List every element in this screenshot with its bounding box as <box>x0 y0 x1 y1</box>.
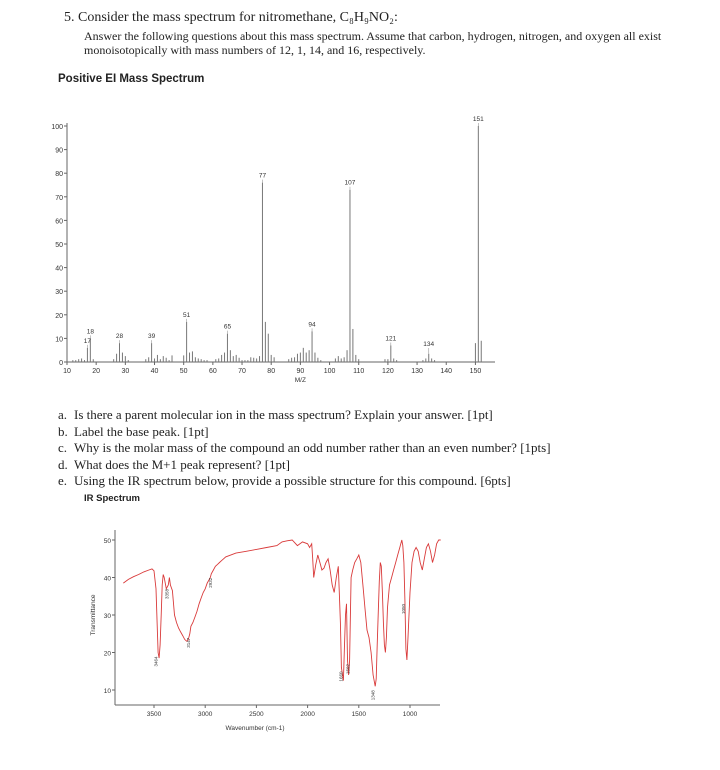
y-tick-label: 30 <box>55 289 63 297</box>
x-axis-label: M/Z <box>294 377 306 384</box>
x-tick-label: 140 <box>440 368 453 375</box>
x-tick-label: 150 <box>469 368 482 375</box>
x-tick-label: 2000 <box>300 711 315 718</box>
sub-questions-list <box>58 407 551 490</box>
x-tick-label: 100 <box>323 368 336 375</box>
peak-label: 51 <box>182 311 191 319</box>
ir-spectrum-line <box>123 540 440 686</box>
sub-question-letter: c. <box>58 440 68 455</box>
sub-question <box>58 473 551 490</box>
x-tick-label: 50 <box>179 368 188 375</box>
sub-question-text: Label the base peak. [1pt] <box>74 423 209 439</box>
x-tick-label: 30 <box>121 368 130 375</box>
x-tick-label: 10 <box>63 368 71 375</box>
x-tick-label: 3500 <box>146 711 162 718</box>
sub-question-text: Using the IR spectrum below, provide a possible structure for this compound. [6pts] <box>74 473 511 488</box>
peak-label: 134 <box>423 341 435 348</box>
x-tick-label: 80 <box>267 368 276 375</box>
sub-question-letter: a. <box>58 407 68 422</box>
y-tick-label: 90 <box>55 147 63 155</box>
sub-question <box>58 407 551 424</box>
x-tick-label: 1500 <box>351 711 367 718</box>
sub-question-letter: b. <box>58 423 68 439</box>
y-tick-label: 0 <box>59 360 63 367</box>
x-tick-label: 90 <box>296 368 305 375</box>
x-tick-label: 110 <box>353 368 365 375</box>
sub-question-letter: e. <box>58 473 68 488</box>
ir-spectrum-chart <box>0 510 720 770</box>
sub-question-text: Is there a parent molecular ion in the mass spectrum? Explain your answer. [1pt] <box>74 407 493 422</box>
y-tick-label: 20 <box>55 312 63 320</box>
ir-peak-label: 1660 <box>338 671 344 682</box>
y-tick-label: 100 <box>51 124 63 131</box>
peak-label: 107 <box>344 179 356 187</box>
ir-spectrum-title: IR Spectrum <box>84 493 140 504</box>
x-tick-label: 3000 <box>197 711 213 718</box>
sub-question-text: Why is the molar mass of the compound an odd number rather than an even number? [1pts] <box>74 440 551 455</box>
peak-label: 39 <box>147 333 156 341</box>
peak-label: 77 <box>258 172 267 180</box>
question-title: 5. Consider the mass spectrum for nitromethane, C₈H₉NO₂: <box>64 10 398 25</box>
sub-question <box>58 424 551 441</box>
y-tick-label: 70 <box>55 194 63 202</box>
y-tick-label: 30 <box>103 613 111 620</box>
ir-peak-label: 1592 <box>345 664 351 675</box>
sub-question-letter: d. <box>58 456 68 472</box>
sub-question-text: What does the M+1 peak represent? [1pt] <box>74 456 290 472</box>
sub-question <box>58 440 551 457</box>
x-tick-label: 2500 <box>249 711 264 718</box>
y-axis-label: Transmittance <box>90 594 97 636</box>
mass-spectrum-chart <box>0 100 720 390</box>
ir-peak-label: 2932 <box>208 577 214 588</box>
x-axis-label: Wavenumber (cm-1) <box>225 725 285 732</box>
peak-label: 65 <box>223 323 232 331</box>
y-tick-label: 10 <box>103 688 111 695</box>
y-tick-label: 40 <box>103 575 111 583</box>
y-tick-label: 10 <box>55 336 63 344</box>
x-tick-label: 20 <box>92 368 101 375</box>
y-tick-label: 50 <box>103 538 111 545</box>
question-instructions: Answer the following questions about this mass spectrum. Assume that carbon, hydrogen, nitrogen, and oxygen all exist monoisotopically with mass numbers of 12, 1, 14, and 16, respectively. <box>84 29 662 57</box>
ir-peak-label: 3358 <box>164 589 170 600</box>
ir-peak-label: 1050 <box>400 604 406 615</box>
x-tick-label: 40 <box>150 368 159 375</box>
peak-label: 18 <box>86 328 94 336</box>
y-tick-label: 40 <box>55 265 63 273</box>
x-tick-label: 130 <box>411 368 423 375</box>
x-tick-label: 60 <box>208 368 217 375</box>
mass-spectrum-title: Positive EI Mass Spectrum <box>58 73 205 85</box>
y-tick-label: 60 <box>55 218 63 226</box>
peak-label: 28 <box>115 333 124 341</box>
peak-label: 121 <box>385 335 397 343</box>
peak-label: 151 <box>472 116 484 123</box>
ir-peak-label: 1348 <box>370 690 376 701</box>
ir-peak-label: 3464 <box>153 656 159 667</box>
y-tick-label: 20 <box>103 650 111 658</box>
x-tick-label: 70 <box>238 368 246 375</box>
peak-label: 94 <box>308 321 316 329</box>
ir-peak-label: 3147 <box>186 637 192 648</box>
y-tick-label: 80 <box>55 171 63 179</box>
x-tick-label: 120 <box>382 368 394 375</box>
sub-question <box>58 457 551 474</box>
peak-label: 17 <box>83 337 92 345</box>
x-tick-label: 1000 <box>402 711 418 718</box>
y-tick-label: 50 <box>55 242 63 249</box>
